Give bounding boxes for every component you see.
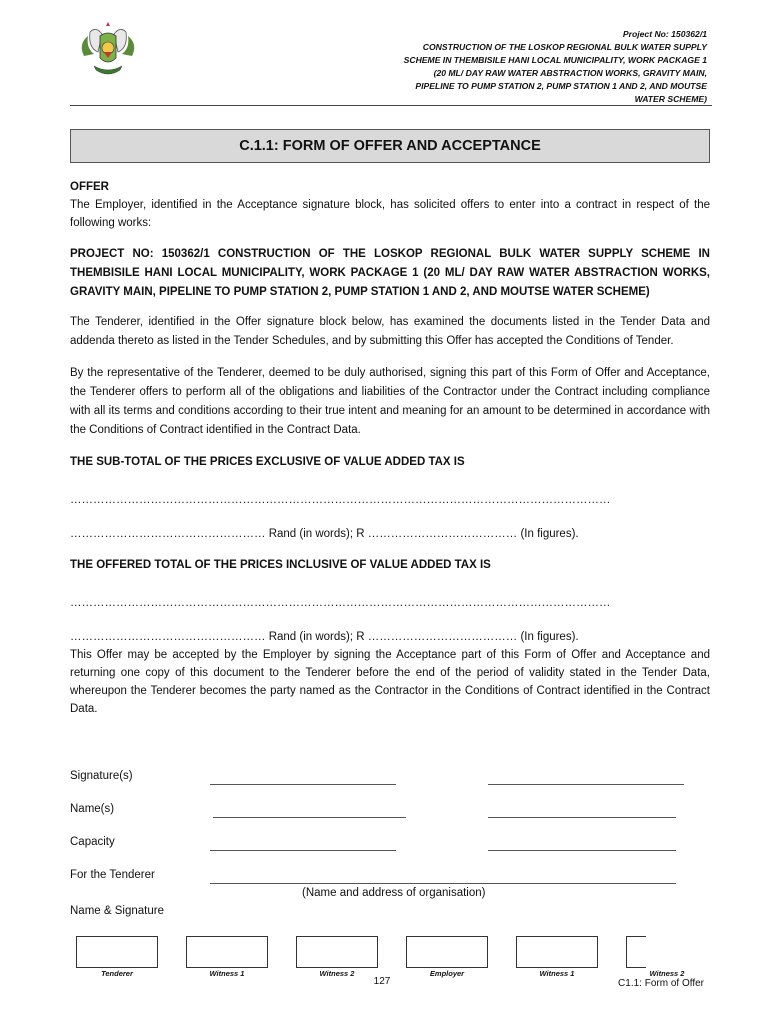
initial-box-label: Witness 1 bbox=[209, 969, 245, 978]
witness1-initial-box[interactable] bbox=[186, 936, 268, 968]
initial-box-label: Witness 2 bbox=[649, 969, 685, 978]
signatures-label: Signature(s) bbox=[70, 770, 133, 782]
capacity-line-2[interactable] bbox=[488, 850, 676, 851]
header-line: WATER SCHEME) bbox=[634, 94, 707, 104]
signature-line-1[interactable] bbox=[210, 784, 396, 785]
project-number: Project No: 150362/1 bbox=[622, 29, 707, 39]
offer-heading: OFFER bbox=[70, 181, 109, 193]
header-line: SCHEME IN THEMBISILE HANI LOCAL MUNICIPALITY, WORK PACKAGE 1 bbox=[403, 55, 707, 65]
subtotal-amount-line[interactable]: …………………………………………… Rand (in words); R ………………………………… (In figures). bbox=[70, 528, 579, 540]
tenderer-paragraph: The Tenderer, identified in the Offer signature block below, has examined the documents listed in the Tender Data and addenda thereto as listed in the Tender Schedules, and by submitting this Offer has accepted the Conditions of Tender. bbox=[70, 316, 710, 347]
capacity-line-1[interactable] bbox=[210, 850, 396, 851]
initial-box-label: Tenderer bbox=[101, 969, 133, 978]
employer-witness2-initial-box[interactable] bbox=[626, 936, 646, 968]
header-line: (20 ML/ DAY RAW WATER ABSTRACTION WORKS, GRAVITY MAIN, bbox=[433, 68, 707, 78]
offer-section bbox=[70, 178, 710, 718]
witness2-initial-box[interactable] bbox=[296, 936, 378, 968]
initials-boxes bbox=[76, 936, 646, 986]
municipality-crest-logo bbox=[76, 22, 140, 82]
header-divider bbox=[70, 105, 712, 106]
document-header bbox=[287, 28, 707, 106]
signature-line-2[interactable] bbox=[488, 784, 684, 785]
total-heading: THE OFFERED TOTAL OF THE PRICES INCLUSIVE OF VALUE ADDED TAX IS bbox=[70, 559, 491, 571]
name-line-2[interactable] bbox=[488, 817, 676, 818]
project-description: PROJECT NO: 150362/1 CONSTRUCTION OF THE LOSKOP REGIONAL BULK WATER SUPPLY SCHEME IN THEMBISILE HANI LOCAL MUNICIPALITY, WORK PACKAGE 1 (20 ML/ DAY RAW WATER ABSTRACTION WORKS, GRAVITY MAIN, PIPELINE TO PUMP STATION 2, PUMP STATION 1 AND 2, AND MOUTSE WATER SCHEME) bbox=[70, 248, 710, 298]
for-tenderer-label: For the Tenderer bbox=[70, 869, 155, 881]
form-title: C.1.1: FORM OF OFFER AND ACCEPTANCE bbox=[70, 129, 710, 163]
organisation-caption: (Name and address of organisation) bbox=[302, 887, 486, 899]
acceptance-paragraph: This Offer may be accepted by the Employer by signing the Acceptance part of this Form of Offer and Acceptance and returning one copy of this document to the Tenderer before the end of the period of validity stated in the Tender Data, whereupon the Tenderer becomes the party named as the Contractor in the Conditions of Contract identified in the Contract Data. bbox=[70, 649, 710, 715]
initial-box-label: Witness 2 bbox=[319, 969, 355, 978]
initial-box-label: Employer bbox=[429, 969, 465, 978]
name-line-1[interactable] bbox=[213, 817, 406, 818]
total-amount-line[interactable]: …………………………………………… Rand (in words); R ………………………………… (In figures). bbox=[70, 631, 579, 643]
capacity-label: Capacity bbox=[70, 836, 115, 848]
footer-section: C1.1: Form of Offer bbox=[618, 978, 704, 989]
organisation-line[interactable] bbox=[210, 883, 676, 884]
employer-paragraph: The Employer, identified in the Acceptance signature block, has solicited offers to enter into a contract in respect of the following works: bbox=[70, 199, 710, 229]
subtotal-heading: THE SUB-TOTAL OF THE PRICES EXCLUSIVE OF VALUE ADDED TAX IS bbox=[70, 456, 465, 468]
name-signature-label: Name & Signature bbox=[70, 905, 164, 917]
header-line: PIPELINE TO PUMP STATION 2, PUMP STATION 1 AND 2, AND MOUTSE bbox=[415, 81, 707, 91]
employer-witness1-initial-box[interactable] bbox=[516, 936, 598, 968]
tenderer-initial-box[interactable] bbox=[76, 936, 158, 968]
employer-initial-box[interactable] bbox=[406, 936, 488, 968]
total-dotted-line[interactable]: …………………………………………………………………………………………………………………………… bbox=[70, 597, 611, 609]
header-line: CONSTRUCTION OF THE LOSKOP REGIONAL BULK WATER SUPPLY bbox=[422, 42, 707, 52]
page-number: 127 bbox=[373, 976, 391, 987]
names-label: Name(s) bbox=[70, 803, 115, 815]
subtotal-dotted-line[interactable]: …………………………………………………………………………………………………………………………… bbox=[70, 494, 611, 506]
initial-box-label: Witness 1 bbox=[539, 969, 575, 978]
representative-paragraph: By the representative of the Tenderer, deemed to be duly authorised, signing this part of this Form of Offer and Acceptance, the Tenderer offers to perform all of the obligations and liabilities of the Contractor under the Contract including compliance with all its terms and conditions according to their true intent and meaning for an amount to be determined in accordance with the Conditions of Contract identified in the Contract Data. bbox=[70, 367, 710, 436]
